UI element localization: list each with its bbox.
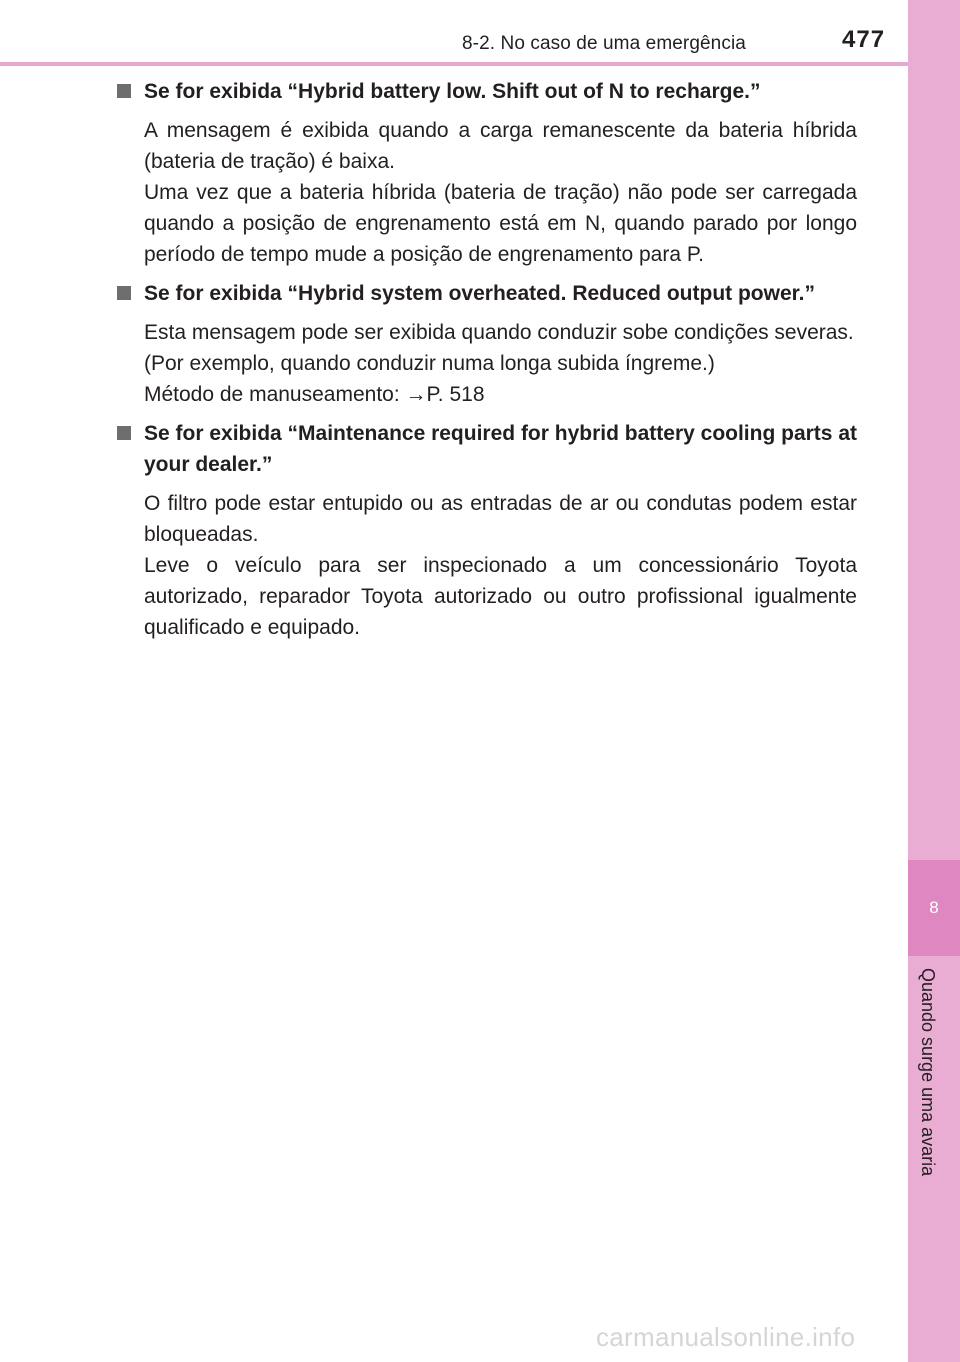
message-item-system-overheated [117,278,857,410]
item-body [117,317,857,410]
item-heading-text: Se for exibida “Hybrid system overheated. Reduced output power.” [144,282,815,305]
message-item-maintenance-required [117,418,857,643]
item-heading [117,76,857,107]
square-bullet-icon [117,84,131,98]
item-heading [117,418,857,480]
page-number: 477 [842,26,886,53]
item-body [117,115,857,270]
square-bullet-icon [117,286,131,300]
chapter-title: Quando surge uma avaria [918,968,938,1177]
item-heading [117,278,857,309]
item-heading-text: Se for exibida “Maintenance required for hybrid battery cooling parts at your dealer.” [144,422,857,476]
message-item-battery-low [117,76,857,270]
header-rule [0,62,908,66]
body-paragraph: Esta mensagem pode ser exibida quando conduzir sobe condições severas. [144,321,854,344]
page-content [117,76,857,643]
page-reference[interactable]: Método de manuseamento: →P. 518 [144,383,485,406]
item-heading-text: Se for exibida “Hybrid battery low. Shift out of N to recharge.” [144,80,761,103]
body-paragraph: Uma vez que a bateria híbrida (bateria de tração) não pode ser carregada quando a posição de engrenamento está em N, quando parado por longo período de tempo mude a posição de engrenamento para P. [144,181,857,266]
watermark: carmanualsonline.info [596,1322,856,1352]
item-body [117,488,857,643]
body-paragraph: O filtro pode estar entupido ou as entradas de ar ou condutas podem estar bloqueadas. [144,492,857,546]
body-paragraph: Leve o veículo para ser inspecionado a um concessionário Toyota autorizado, reparador Toyota autorizado ou outro profissional igualmente qualificado e equipado. [144,554,857,639]
body-paragraph: A mensagem é exibida quando a carga remanescente da bateria híbrida (bateria de tração) é baixa. [144,119,857,173]
square-bullet-icon [117,426,131,440]
body-paragraph: (Por exemplo, quando conduzir numa longa subida íngreme.) [144,352,715,375]
chapter-number: 8 [929,898,939,917]
section-title: 8-2. No caso de uma emergência [462,33,746,54]
